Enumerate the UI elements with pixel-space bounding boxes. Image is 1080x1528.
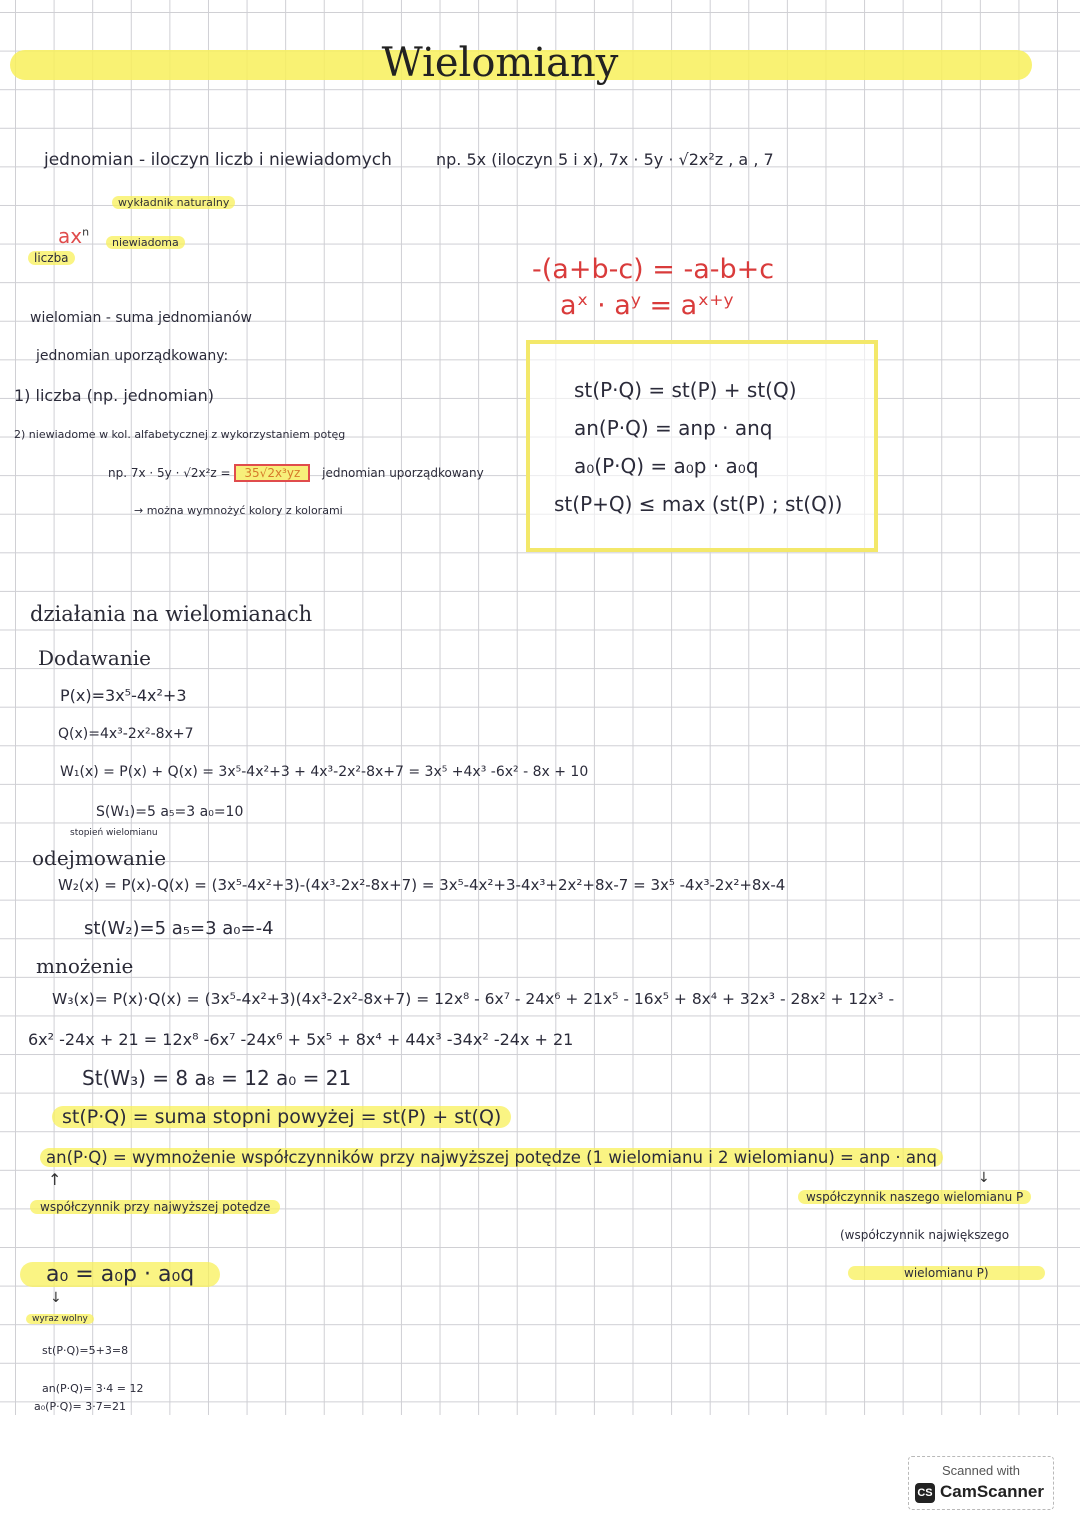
dodawanie-stats: S(W₁)=5 a₅=3 a₀=10 [96, 804, 244, 820]
calc-2: an(P·Q)= 3·4 = 12 [42, 1382, 144, 1395]
dodawanie-Q: Q(x)=4x³-2x²-8x+7 [58, 726, 194, 742]
a0-rule: a₀ = a₀p · a₀q [20, 1262, 220, 1287]
stopien-label: stopień wielomianu [70, 828, 158, 838]
right-note-3: wielomianu P) [848, 1266, 1045, 1280]
niewiadoma-label: niewiadoma [106, 236, 185, 249]
dodawanie-W1: W₁(x) = P(x) + Q(x) = 3x⁵-4x²+3 + 4x³-2x²-8x+7 = 3x⁵ +4x³ -6x² - 8x + 10 [60, 764, 589, 780]
mnozenie-W3-line1: W₃(x)= P(x)·Q(x) = (3x⁵-4x²+3)(4x³-2x²-8x+7) = 12x⁸ - 6x⁷ - 24x⁶ + 21x⁵ - 16x⁵ + 8x⁴ + 32x³ - 28x² + 12x³ - [52, 990, 895, 1008]
example-suffix: jednomian uporządkowany [322, 466, 484, 480]
exponent-n: n [82, 225, 90, 239]
camscanner-logo-icon: CS [915, 1483, 935, 1503]
scanned-with-label: Scanned with [941, 1463, 1021, 1478]
an-rule: an(P·Q) = wymnożenie współczynników przy najwyższej potędze (1 wielomianu i 2 wielomianu) = anp · anq [40, 1148, 943, 1167]
camscanner-badge [908, 1456, 1054, 1510]
camscanner-brand: CamScanner [940, 1482, 1044, 1501]
down-arrow-icon-2: ↓ [50, 1290, 62, 1306]
wykladnik-label: wykładnik naturalny [112, 196, 235, 209]
red-formula-1: -(a+b-c) = -a-b+c [532, 254, 775, 285]
liczba-label: liczba [28, 251, 75, 265]
wyraz-wolny-label: wyraz wolny [26, 1314, 94, 1324]
st-rule: st(P·Q) = suma stopni powyżej = st(P) + st(Q) [52, 1106, 511, 1128]
jednomian-example: np. 5x (iloczyn 5 i x), 7x · 5y · √2x²z , a , 7 [436, 150, 774, 169]
up-arrow-icon: ↑ [48, 1170, 62, 1189]
red-formula-2: aˣ · aʸ = aˣ⁺ʸ [560, 290, 734, 321]
box-rule-1: st(P·Q) = st(P) + st(Q) [574, 378, 797, 402]
operations-heading: działania na wielomianach [30, 602, 313, 626]
down-arrow-icon: ↓ [978, 1170, 990, 1186]
example-line [108, 464, 484, 482]
calc-3: a₀(P·Q)= 3·7=21 [34, 1400, 126, 1413]
odejmowanie-heading: odejmowanie [32, 846, 167, 870]
uporzadkowany-heading: jednomian uporządkowany: [36, 348, 229, 364]
box-rule-2: an(P·Q) = anp · anq [574, 416, 773, 440]
mnozenie-W3-line2: 6x² -24x + 21 = 12x⁸ -6x⁷ -24x⁶ + 5x⁵ + 8x⁴ + 44x³ -34x² -24x + 21 [28, 1030, 574, 1049]
wielomian-definition: wielomian - suma jednomianów [30, 310, 252, 326]
an-label: współczynnik przy najwyższej potędze [30, 1200, 280, 1214]
ax-notation: $ax^n$ [58, 224, 90, 248]
jednomian-definition: jednomian - iloczyn liczb i niewiadomych [44, 150, 392, 170]
box-rule-4: st(P+Q) ≤ max (st(P) ; st(Q)) [554, 492, 843, 516]
right-note-2: (współczynnik największego [840, 1228, 1010, 1242]
note-kolory: → można wymnożyć kolory z kolorami [134, 504, 343, 517]
item-1: 1) liczba (np. jednomian) [14, 386, 214, 405]
page-title: Wielomiany [381, 40, 619, 86]
dodawanie-P: P(x)=3x⁵-4x²+3 [60, 686, 187, 705]
example-prefix: np. 7x · 5y · √2x²z = [108, 466, 231, 480]
item-2: 2) niewiadome w kol. alfabetycznej z wykorzystaniem potęg [14, 428, 346, 441]
right-note-1: współczynnik naszego wielomianu P [798, 1190, 1031, 1204]
odejmowanie-W2: W₂(x) = P(x)-Q(x) = (3x⁵-4x²+3)-(4x³-2x²-8x+7) = 3x⁵-4x²+3-4x³+2x²+8x-7 = 3x⁵ -4x³-2x²+8x-4 [58, 876, 786, 894]
calc-1: st(P·Q)=5+3=8 [42, 1344, 129, 1357]
box-rule-3: a₀(P·Q) = a₀p · a₀q [574, 454, 759, 478]
mnozenie-heading: mnożenie [36, 954, 134, 978]
mnozenie-stats: St(W₃) = 8 a₈ = 12 a₀ = 21 [82, 1066, 352, 1090]
rules-box [526, 340, 878, 552]
odejmowanie-stats: st(W₂)=5 a₅=3 a₀=-4 [84, 918, 274, 939]
dodawanie-heading: Dodawanie [38, 646, 151, 670]
example-result: 35√2x³yz [234, 464, 310, 482]
